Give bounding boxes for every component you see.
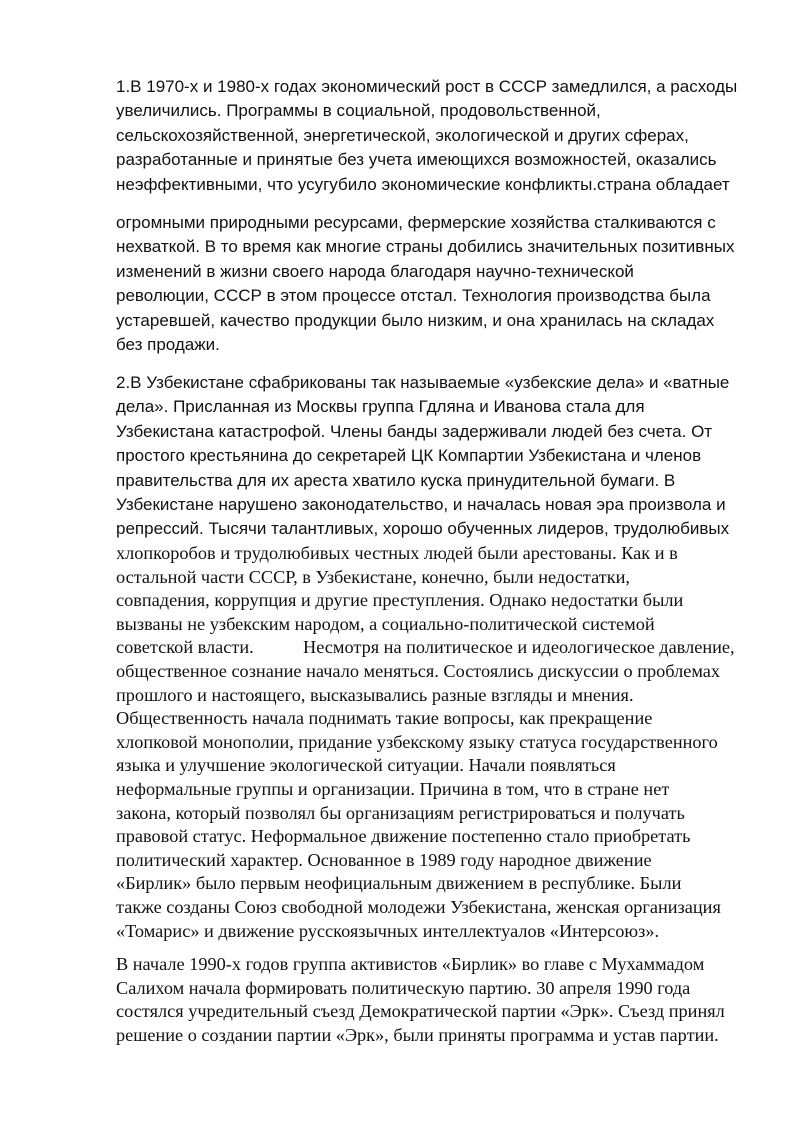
text-line: политический характер. Основанное в 1989 году народное движение [116, 849, 652, 870]
text-line: Узбекистане нарушено законодательство, и началась новая эра произвола и [116, 495, 726, 515]
text-line: советской власти. [116, 637, 254, 658]
text-line: устаревшей, качество продукции было низким, и она хранилась на складах [116, 310, 715, 330]
text-line: остальной части СССР, в Узбекистане, конечно, были недостатки, [116, 566, 630, 587]
paragraph-3 [116, 953, 756, 1047]
text-line: хлопковой монополии, придание узбекскому языку статуса государственного [116, 731, 718, 752]
paragraph-1-part-2 [116, 211, 756, 357]
text-line: правовой статус. Неформальное движение постепенно стало приобретать [116, 826, 691, 847]
text-line: языка и улучшение экологической ситуации. Начали появляться [116, 755, 616, 776]
text-line: репрессий. Тысячи талантливых, хорошо обученных лидеров, трудолюбивых [116, 519, 730, 539]
text-line: Общественность начала поднимать такие вопросы, как прекращение [116, 708, 653, 729]
text-line: хлопкоробов и трудолюбивых честных людей были арестованы. Как и в [116, 543, 678, 563]
text-line: вызваны не узбекским народом, а социально-политической системой [116, 613, 655, 634]
text-line: Салихом начала формировать политическую партию. 30 апреля 1990 года [116, 977, 691, 998]
text-line: огромными природными ресурсами, фермерские хозяйства сталкиваются с [116, 213, 716, 232]
text-line: Узбекистана катастрофой. Члены банды задерживали людей без счета. От [116, 421, 713, 441]
text-line: «Бирлик» было первым неофициальным движением в республике. Были [116, 873, 682, 894]
text-line: изменений в жизни своего народа благодаря научно-технической [116, 261, 634, 281]
text-line: правительства для их ареста хватило куска принудительной бумаги. В [116, 470, 676, 490]
text-line: общественное сознание начало меняться. Состоялись дискуссии о проблемах [116, 660, 721, 681]
text-line: разработанные и принятые без учета имеющихся возможностей, оказались [116, 150, 717, 170]
text-line: неэффективными, что усугубило экономические конфликты.страна обладает [116, 174, 730, 194]
text-line: состялся учредительный съезд Демократической партии «Эрк». Съезд принял [116, 1001, 725, 1022]
text-line: «Томарис» и движение русскоязычных интеллектуалов «Интерсоюз». [116, 920, 660, 941]
text-line: без продажи. [116, 335, 220, 355]
text-line: дела». Присланная из Москвы группа Гдляна и Иванова стала для [116, 397, 645, 417]
text-line: неформальные группы и организации. Причина в том, что в стране нет [116, 778, 670, 799]
paragraph-2-part-1 [116, 371, 756, 542]
text-line: также созданы Союз свободной молодежи Узбекистана, женская организация [116, 896, 721, 917]
paragraph-1-part-1 [116, 75, 756, 197]
text-line: революции, СССР в этом процессе отстал. Технология производства была [116, 286, 711, 306]
text-line: совпадения, коррупция и другие преступления. Однако недостатки были [116, 590, 684, 611]
text-line: нехваткой. В то время как многие страны добились значительных позитивных [116, 237, 735, 257]
text-line: простого крестьянина до секретарей ЦК Компартии Узбекистана и членов [116, 446, 702, 466]
text-line: закона, который позволял бы организациям регистрироваться и получать [116, 802, 685, 823]
text-line: Несмотря на политическое и идеологическое давление, [303, 637, 735, 658]
text-line: В начале 1990-х годов группа активистов «Бирлик» во главе с Мухаммадом [116, 954, 705, 974]
text-line: 1.В 1970-х и 1980-х годах экономический рост в СССР замедлился, а расходы [116, 77, 738, 96]
text-line: решение о создании партии «Эрк», были приняты программа и устав партии. [116, 1024, 719, 1045]
text-line: 2.В Узбекистане сфабрикованы так называемые «узбекские дела» и «ватные [116, 373, 730, 392]
text-line: прошлого и настоящего, высказывались разные взгляды и мнения. [116, 684, 634, 705]
text-line: увеличились. Программы в социальной, продовольственной, [116, 101, 601, 121]
text-line: сельскохозяйственной, энергетической, экологической и других сферах, [116, 125, 689, 145]
paragraph-2-part-3 [116, 636, 756, 943]
